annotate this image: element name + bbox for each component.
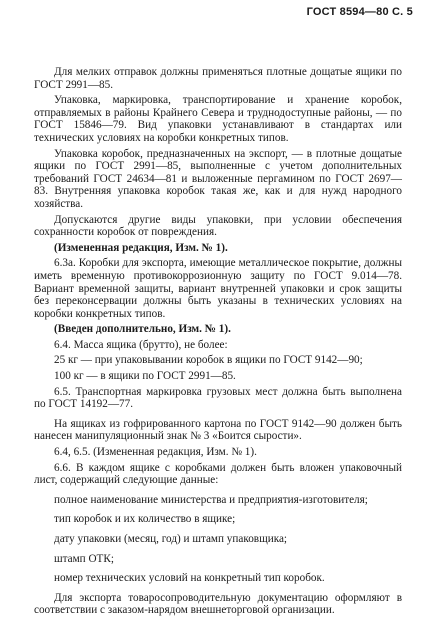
paragraph: Для мелких отправок должны применяться плотные дощатые ящики по ГОСТ 2991—85. — [34, 66, 402, 91]
paragraph: 6.6. В каждом ящике с коробками должен быть вложен упаковочный лист, содержащий следующие данные: — [34, 461, 402, 487]
paragraph: 25 кг — при упаковывании коробок в ящики по ГОСТ 9142—90; — [54, 354, 363, 367]
paragraph: На ящиках из гофрированного картона по ГОСТ 9142—90 должен быть нанесен манипуляционный знак № 3 «Боится сырости». — [34, 417, 402, 443]
list-item: тип коробок и их количество в ящике; — [54, 513, 236, 526]
amendment-note: (Измененная редакция, Изм. № 1). — [54, 241, 228, 254]
list-item: полное наименование министерства и предприятия-изготовителя; — [54, 493, 368, 506]
list-item: номер технических условий на конкретный тип коробок. — [54, 572, 325, 585]
amendment-note: (Введен дополнительно, Изм. № 1). — [54, 323, 231, 336]
paragraph: Упаковка, маркировка, транспортирование и хранение коробок, отправляемых в районы Крайнего Севера и труднодоступные районы, — по ГОСТ 15846—79. Вид упаковки устанавливают в стандартах или технических условиях на коробки конкретных типов. — [34, 94, 402, 144]
document-body — [34, 66, 402, 620]
paragraph: 100 кг — в ящики по ГОСТ 2991—85. — [54, 370, 236, 383]
paragraph: 6.3а. Коробки для экспорта, имеющие металлическое покрытие, должны иметь временную противокоррозионную защиту по ГОСТ 9.014—78. Вариант временной защиты, вариант внутренней упаковки и срок защиты без переконсервации должны быть указаны в технических условиях на коробки конкретных типов. — [34, 257, 402, 320]
list-item: дату упаковки (месяц, год) и штамп упаковщика; — [54, 533, 288, 545]
paragraph: Допускаются другие виды упаковки, при условии обеспечения сохранности коробок от повреждения. — [34, 213, 402, 239]
paragraph: 6.5. Транспортная маркировка грузовых мест должна быть выполнена по ГОСТ 14192—77. — [34, 385, 402, 411]
amendment-note: 6.4, 6.5. (Измененная редакция, Изм. № 1). — [54, 446, 257, 459]
paragraph: Для экспорта товаросопроводительную документацию оформляют в соответствии с заказом-нарядом внешнеторговой организации. — [34, 591, 402, 617]
paragraph: 6.4. Масса ящика (брутто), не более: — [54, 338, 228, 351]
list-item: штамп ОТК; — [54, 552, 114, 565]
running-header: ГОСТ 8594—80 С. 5 — [306, 6, 413, 18]
paragraph: Упаковка коробок, предназначенных на экспорт, — в плотные дощатые ящики по ГОСТ 2991—85, выполненные с учетом дополнительных требований ГОСТ 24634—81 и выложенные пергамином по ГОСТ 2697—83. Внутренняя упаковка коробок такая же, как и для нужд народного хозяйства. — [34, 147, 402, 210]
